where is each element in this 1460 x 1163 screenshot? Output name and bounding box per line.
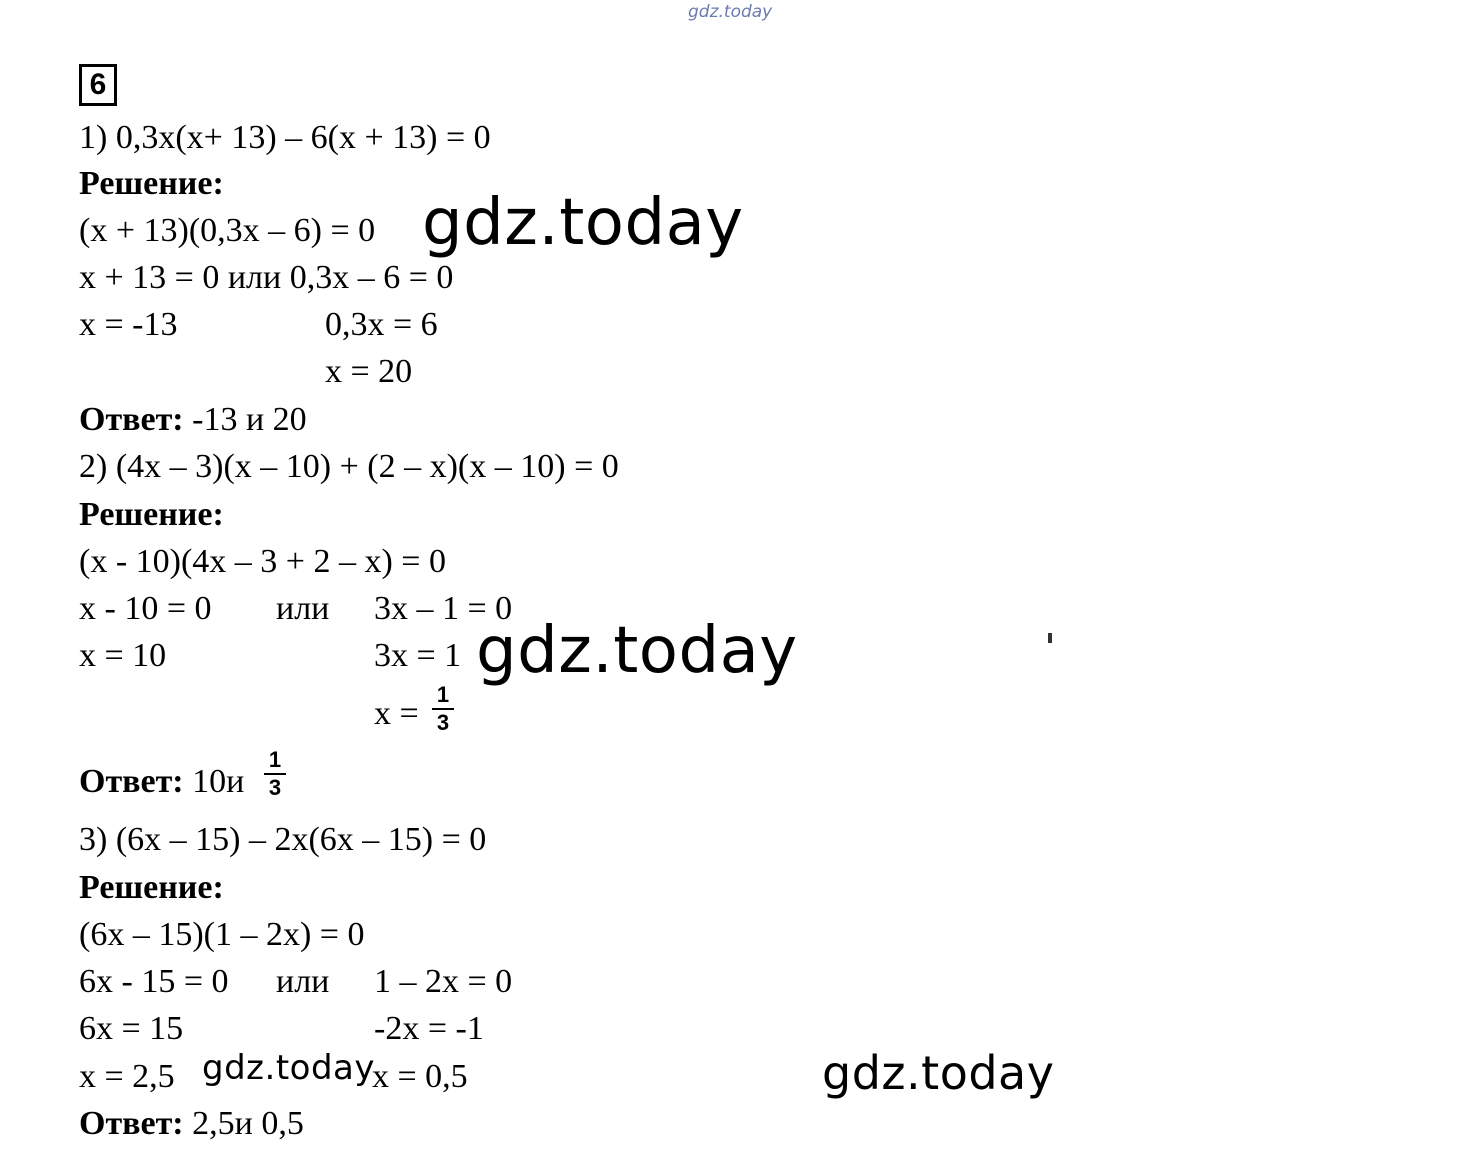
answer-label: Ответ: bbox=[79, 1105, 184, 1142]
fraction-denominator: 3 bbox=[268, 775, 282, 800]
problem-1-equation: 1) 0,3x(x+ 13) – 6(x + 13) = 0 bbox=[79, 119, 491, 156]
answer-value: 10и bbox=[183, 763, 245, 800]
problem-3-step-4a: x = 2,5 bbox=[79, 1058, 175, 1095]
problem-1-step-3a: x = -13 bbox=[79, 306, 178, 343]
problem-3-equation: 3) (6x – 15) – 2x(6x – 15) = 0 bbox=[79, 821, 487, 858]
problem-3-step-4b: x = 0,5 bbox=[372, 1058, 468, 1095]
problem-3-step-2b: или bbox=[276, 963, 330, 1000]
answer-value: -13 и 20 bbox=[183, 401, 307, 438]
fraction-numerator: 1 bbox=[436, 682, 450, 707]
problem-1-solution-heading: Решение: bbox=[79, 165, 224, 202]
problem-2-equation: 2) (4x – 3)(x – 10) + (2 – x)(x – 10) = 0 bbox=[79, 448, 619, 485]
problem-2-step-1: (x - 10)(4x – 3 + 2 – x) = 0 bbox=[79, 543, 446, 580]
problem-3-step-1: (6x – 15)(1 – 2x) = 0 bbox=[79, 916, 365, 953]
watermark-4: gdz.today bbox=[822, 1046, 1055, 1100]
watermark-1: gdz.today bbox=[422, 186, 744, 260]
answer-label: Ответ: bbox=[79, 401, 184, 438]
problem-1-step-1: (x + 13)(0,3x – 6) = 0 bbox=[79, 212, 376, 249]
problem-1-step-2: x + 13 = 0 или 0,3x – 6 = 0 bbox=[79, 259, 454, 296]
problem-2-answer-fraction bbox=[264, 748, 286, 800]
problem-3-step-3a: 6x = 15 bbox=[79, 1010, 184, 1047]
problem-2-step-4: x = bbox=[374, 695, 428, 732]
fraction-numerator: 1 bbox=[268, 747, 282, 772]
problem-1-step-3b: 0,3x = 6 bbox=[325, 306, 438, 343]
watermark-2: gdz.today bbox=[476, 614, 798, 688]
problem-2-step-2b: или bbox=[276, 590, 330, 627]
problem-2-solution-heading: Решение: bbox=[79, 496, 224, 533]
problem-3-step-2a: 6x - 15 = 0 bbox=[79, 963, 229, 1000]
stray-mark bbox=[1048, 633, 1052, 643]
answer-value: 2,5и 0,5 bbox=[183, 1105, 304, 1142]
problem-2-step-2a: x - 10 = 0 bbox=[79, 590, 212, 627]
problem-2-step-2c: 3x – 1 = 0 bbox=[374, 590, 513, 627]
problem-3-step-3b: -2x = -1 bbox=[374, 1010, 484, 1047]
problem-3-solution-heading: Решение: bbox=[79, 869, 224, 906]
problem-2-answer bbox=[79, 762, 244, 802]
watermark-top: gdz.today bbox=[688, 2, 773, 22]
problem-3-answer bbox=[79, 1104, 304, 1144]
task-number-box: 6 bbox=[79, 64, 117, 106]
answer-label: Ответ: bbox=[79, 763, 184, 800]
problem-1-answer bbox=[79, 400, 307, 440]
problem-2-fraction bbox=[432, 683, 454, 735]
problem-1-step-4: x = 20 bbox=[325, 353, 413, 390]
problem-3-step-2c: 1 – 2x = 0 bbox=[374, 963, 513, 1000]
problem-2-step-3a: x = 10 bbox=[79, 637, 167, 674]
fraction-denominator: 3 bbox=[436, 710, 450, 735]
problem-2-step-3b: 3x = 1 bbox=[374, 637, 462, 674]
watermark-3: gdz.today bbox=[202, 1048, 375, 1088]
